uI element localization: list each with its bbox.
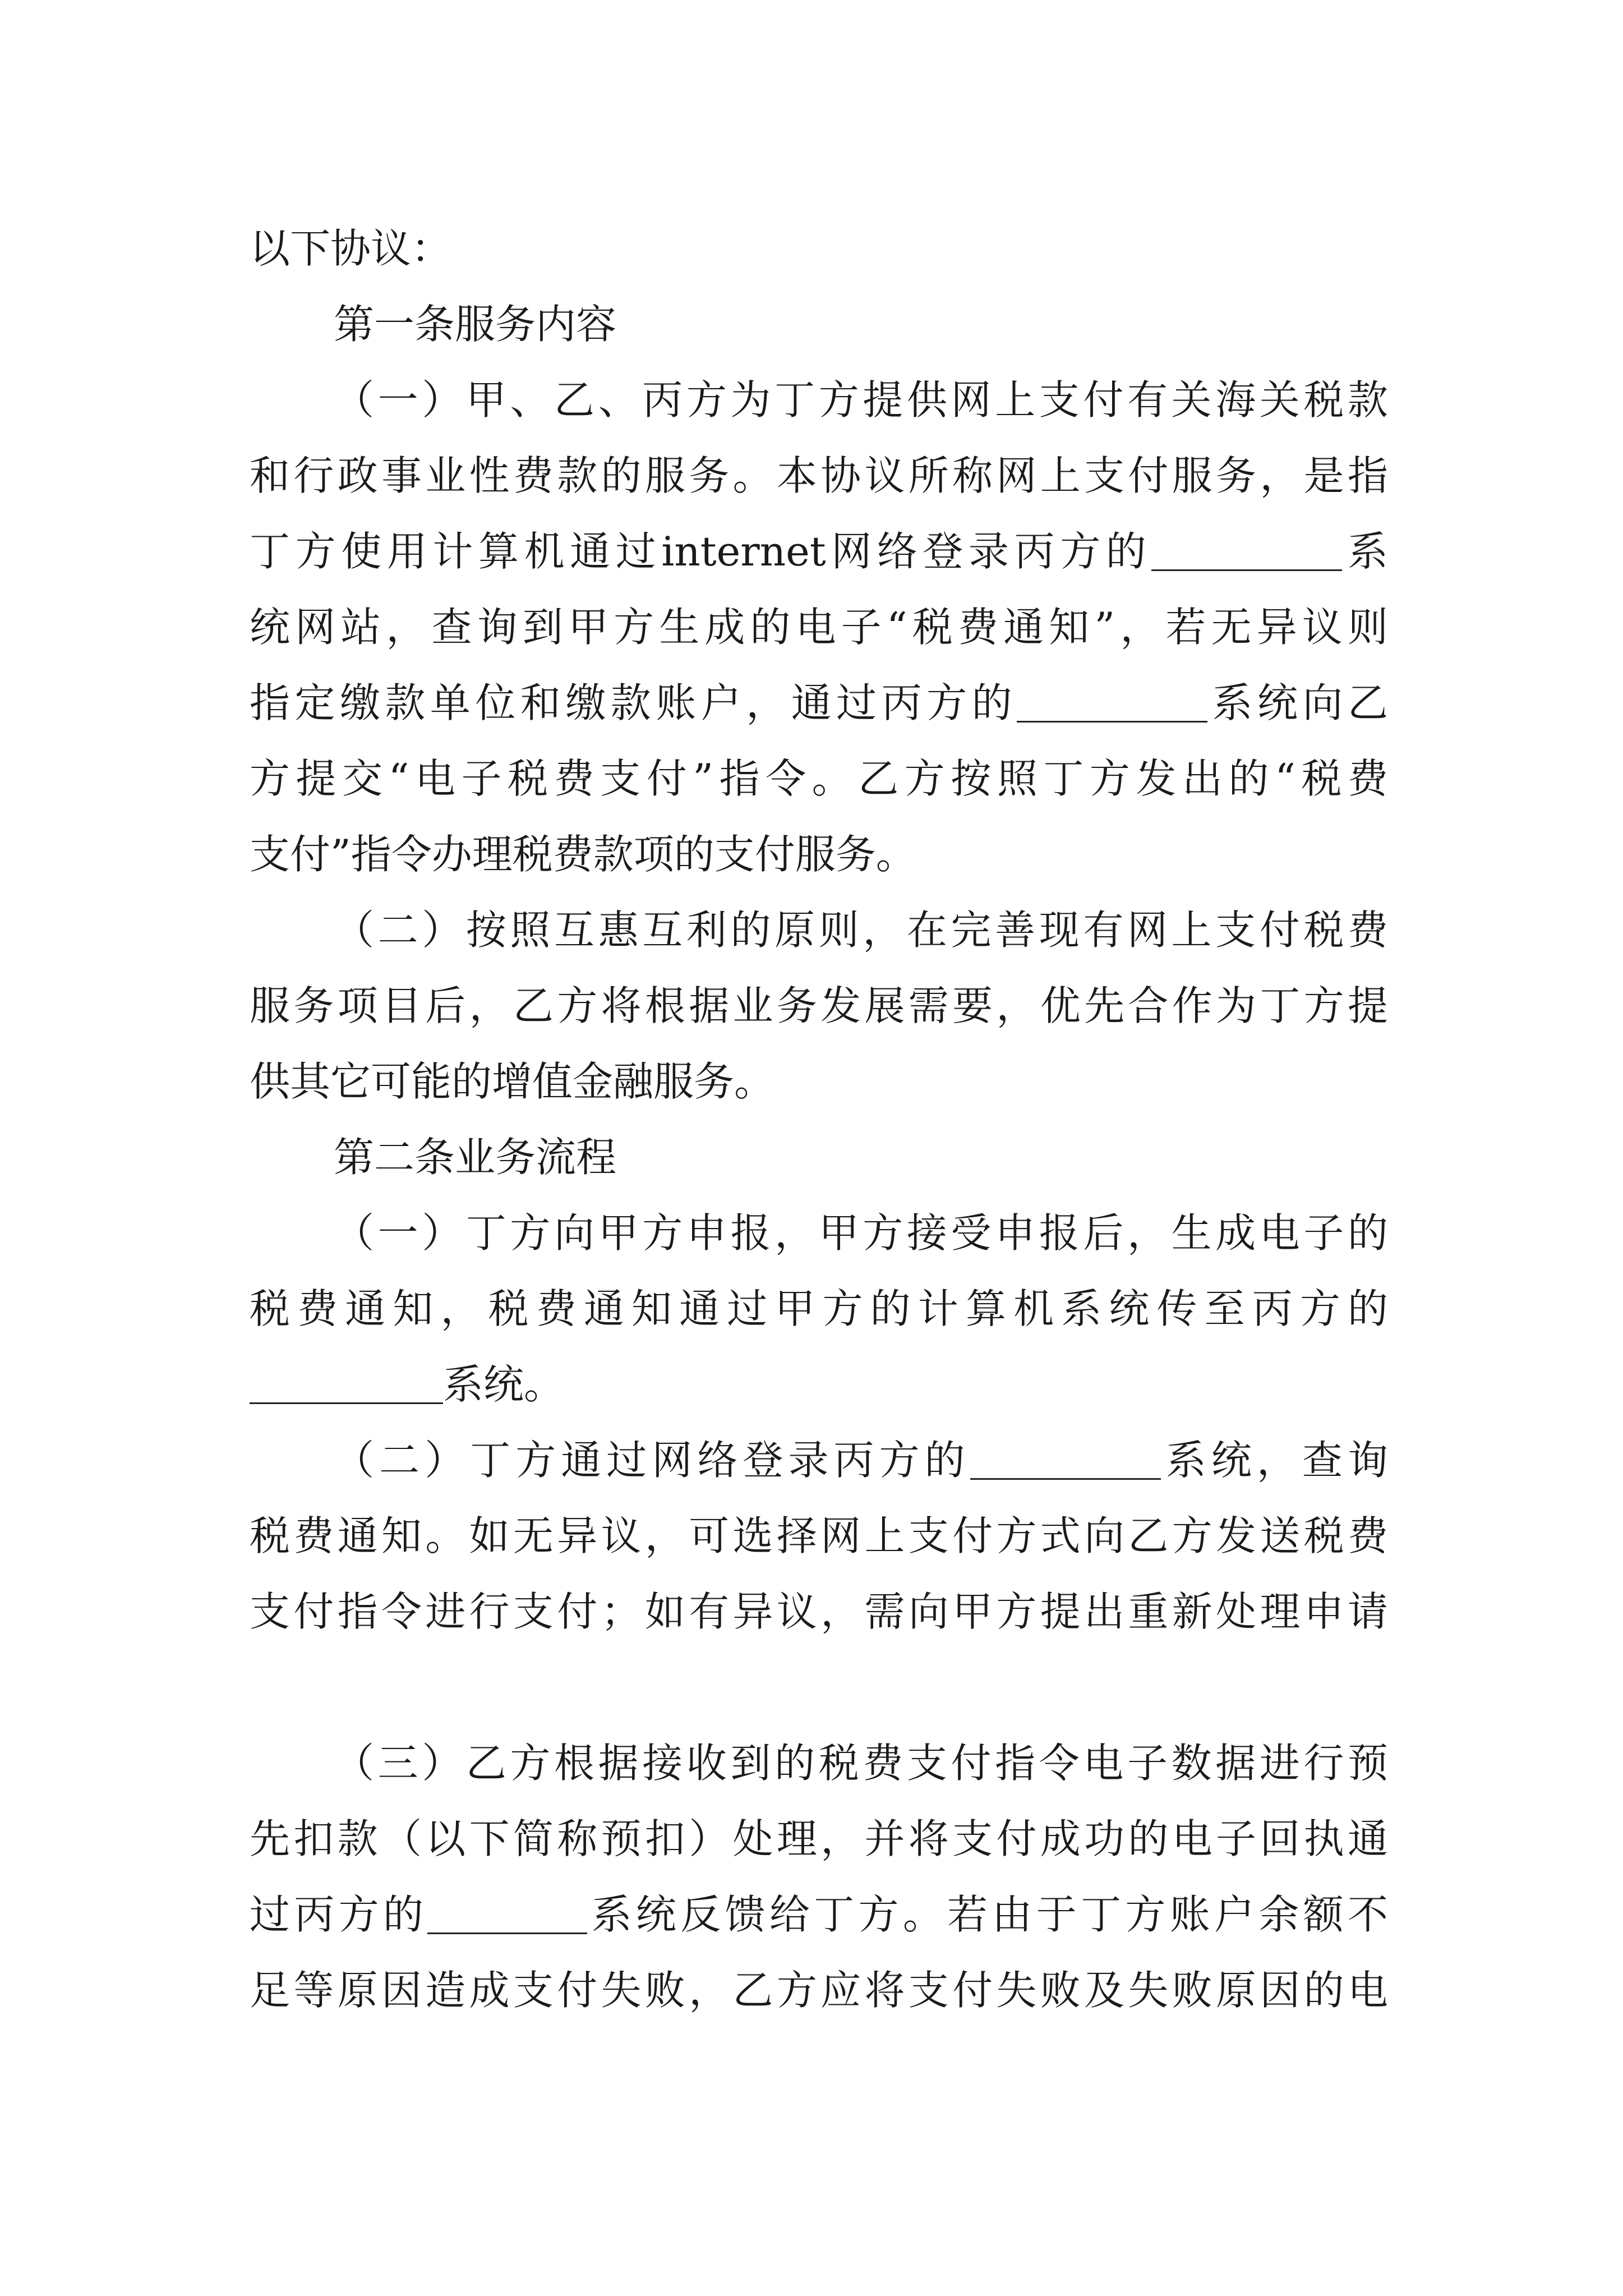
text-span: 系统反馈给丁方。若由于丁方账户余额不	[587, 1891, 1388, 1938]
text-line: 供其它可能的增值金融服务。	[250, 1058, 775, 1105]
text-span: 过丙方的	[250, 1891, 428, 1938]
text-line: 方提交“电子税费支付”指令。乙方按照丁方发出的“税费	[250, 755, 1388, 802]
text-span: 系	[1342, 528, 1388, 575]
fill-in-blank	[970, 1438, 1161, 1480]
text-line: 服务项目后，乙方将根据业务发展需要，优先合作为丁方提	[250, 982, 1388, 1029]
text-line	[250, 1358, 1388, 1411]
text-line: 税费通知。如无异议，可选择网上支付方式向乙方发送税费	[250, 1512, 1388, 1559]
text-line	[334, 1433, 1388, 1487]
text-line	[250, 524, 1388, 578]
fill-in-blank	[1151, 529, 1342, 571]
text-span: 系统向乙	[1207, 679, 1388, 726]
text-line: （一）甲、乙、丙方为丁方提供网上支付有关海关税款	[334, 376, 1388, 424]
fill-in-blank	[250, 1362, 443, 1404]
text-line: 和行政事业性费款的服务。本协议所称网上支付服务，是指	[250, 452, 1388, 499]
text-span: （二）丁方通过网络登录丙方的	[334, 1437, 970, 1484]
fill-in-blank	[1017, 680, 1207, 723]
text-line: 统网站，查询到甲方生成的电子“税费通知”，若无异议则	[250, 604, 1388, 651]
text-line: （二）按照互惠互利的原则，在完善现有网上支付税费	[334, 907, 1388, 954]
text-line: 先扣款（以下简称预扣）处理，并将支付成功的电子回执通	[250, 1815, 1388, 1862]
text-line	[250, 1888, 1388, 1941]
text-line: 支付指令进行支付；如有异议，需向甲方提出重新处理申请	[250, 1588, 1388, 1635]
section-heading: 第一条服务内容	[334, 301, 617, 348]
text-line: 以下协议：	[250, 225, 452, 272]
text-span: 指定缴款单位和缴款账户，通过丙方的	[250, 679, 1017, 726]
text-line: （三）乙方根据接收到的税费支付指令电子数据进行预	[334, 1740, 1388, 1787]
text-line: （一）丁方向甲方申报，甲方接受申报后，生成电子的	[334, 1209, 1388, 1257]
text-line: 税费通知，税费通知通过甲方的计算机系统传至丙方的	[250, 1285, 1388, 1332]
text-line: 足等原因造成支付失败，乙方应将支付失败及失败原因的电	[250, 1967, 1388, 2014]
text-span: 丁方使用计算机通过internet网络登录丙方的	[250, 528, 1152, 575]
text-line: 支付”指令办理税费款项的支付服务。	[250, 831, 916, 878]
section-heading: 第二条业务流程	[334, 1134, 617, 1181]
text-line	[250, 676, 1388, 730]
text-span: 系统，查询	[1160, 1437, 1388, 1484]
text-span: 系统。	[443, 1361, 565, 1408]
fill-in-blank	[427, 1892, 587, 1934]
